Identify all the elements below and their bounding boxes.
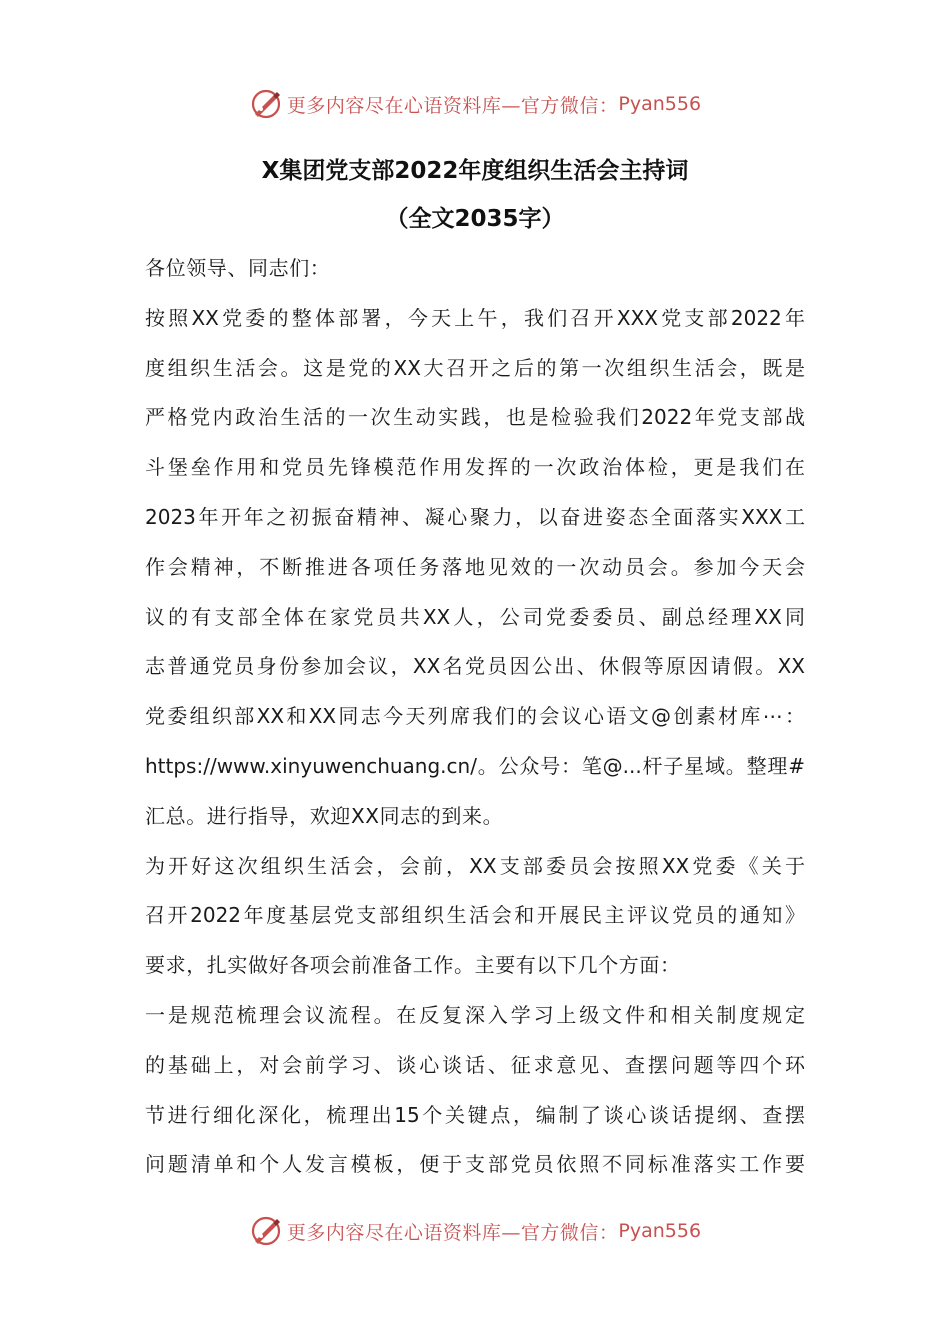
document-body xyxy=(145,250,805,1196)
body-line: 汇总。进行指导，欢迎XX同志的到来。 xyxy=(145,803,504,828)
body-line: 度组织生活会。这是党的XX大召开之后的第一次组织生活会，既是 xyxy=(145,355,805,380)
watermark-handle: Pyan556 xyxy=(618,93,702,115)
body-line: 一是规范梳理会议流程。在反复深入学习上级文件和相关制度规定 xyxy=(145,1002,805,1027)
document-title: X集团党支部2022年度组织生活会主持词 xyxy=(261,158,689,184)
body-line: 斗堡垒作用和党员先锋模范作用发挥的一次政治体检，更是我们在 xyxy=(145,455,805,480)
body-line: 召开2022年度基层党支部组织生活会和开展民主评议党员的通知》 xyxy=(145,903,805,928)
pen-logo-icon xyxy=(249,1214,283,1248)
watermark-handle: Pyan556 xyxy=(618,1220,702,1242)
body-line: 作会精神，不断推进各项任务落地见效的一次动员会。参加今天会 xyxy=(145,554,805,579)
body-line: 节进行细化深化，梳理出15个关键点，编制了谈心谈话提纲、查摆 xyxy=(145,1102,805,1127)
body-line: https://www.xinyuwenchuang.cn/。公众号：笔@...杆子星域。整理# xyxy=(145,753,805,778)
body-line: 党委组织部XX和XX同志今天列席我们的会议心语文@创素材库⋯： xyxy=(145,704,805,729)
watermark-footer xyxy=(0,1211,950,1251)
watermark-header xyxy=(0,84,950,124)
body-line: 2023年开年之初振奋精神、凝心聚力，以奋进姿态全面落实XXX工 xyxy=(145,504,805,529)
body-line: 的基础上，对会前学习、谈心谈话、征求意见、查摆问题等四个环 xyxy=(145,1052,805,1077)
body-line: 要求，扎实做好各项会前准备工作。主要有以下几个方面： xyxy=(145,953,681,978)
body-line: 按照XX党委的整体部署，今天上午，我们召开XXX党支部2022年 xyxy=(145,305,805,330)
watermark-text: 更多内容尽在心语资料库—官方微信： xyxy=(286,94,619,117)
body-line: 严格党内政治生活的一次生动实践，也是检验我们2022年党支部战 xyxy=(145,405,805,430)
body-line: 为开好这次组织生活会，会前，XX支部委员会按照XX党委《关于 xyxy=(145,853,805,878)
body-line: 议的有支部全体在家党员共XX人，公司党委委员、副总经理XX同 xyxy=(145,604,805,629)
pen-logo-icon xyxy=(249,87,283,121)
watermark-text: 更多内容尽在心语资料库—官方微信： xyxy=(286,1221,619,1244)
body-line: 志普通党员身份参加会议，XX名党员因公出、休假等原因请假。XX xyxy=(145,654,805,679)
document-subtitle: （全文2035字） xyxy=(385,206,565,232)
body-line: 问题清单和个人发言模板，便于支部党员依照不同标准落实工作要 xyxy=(145,1152,805,1177)
body-line: 各位领导、同志们： xyxy=(145,256,331,280)
